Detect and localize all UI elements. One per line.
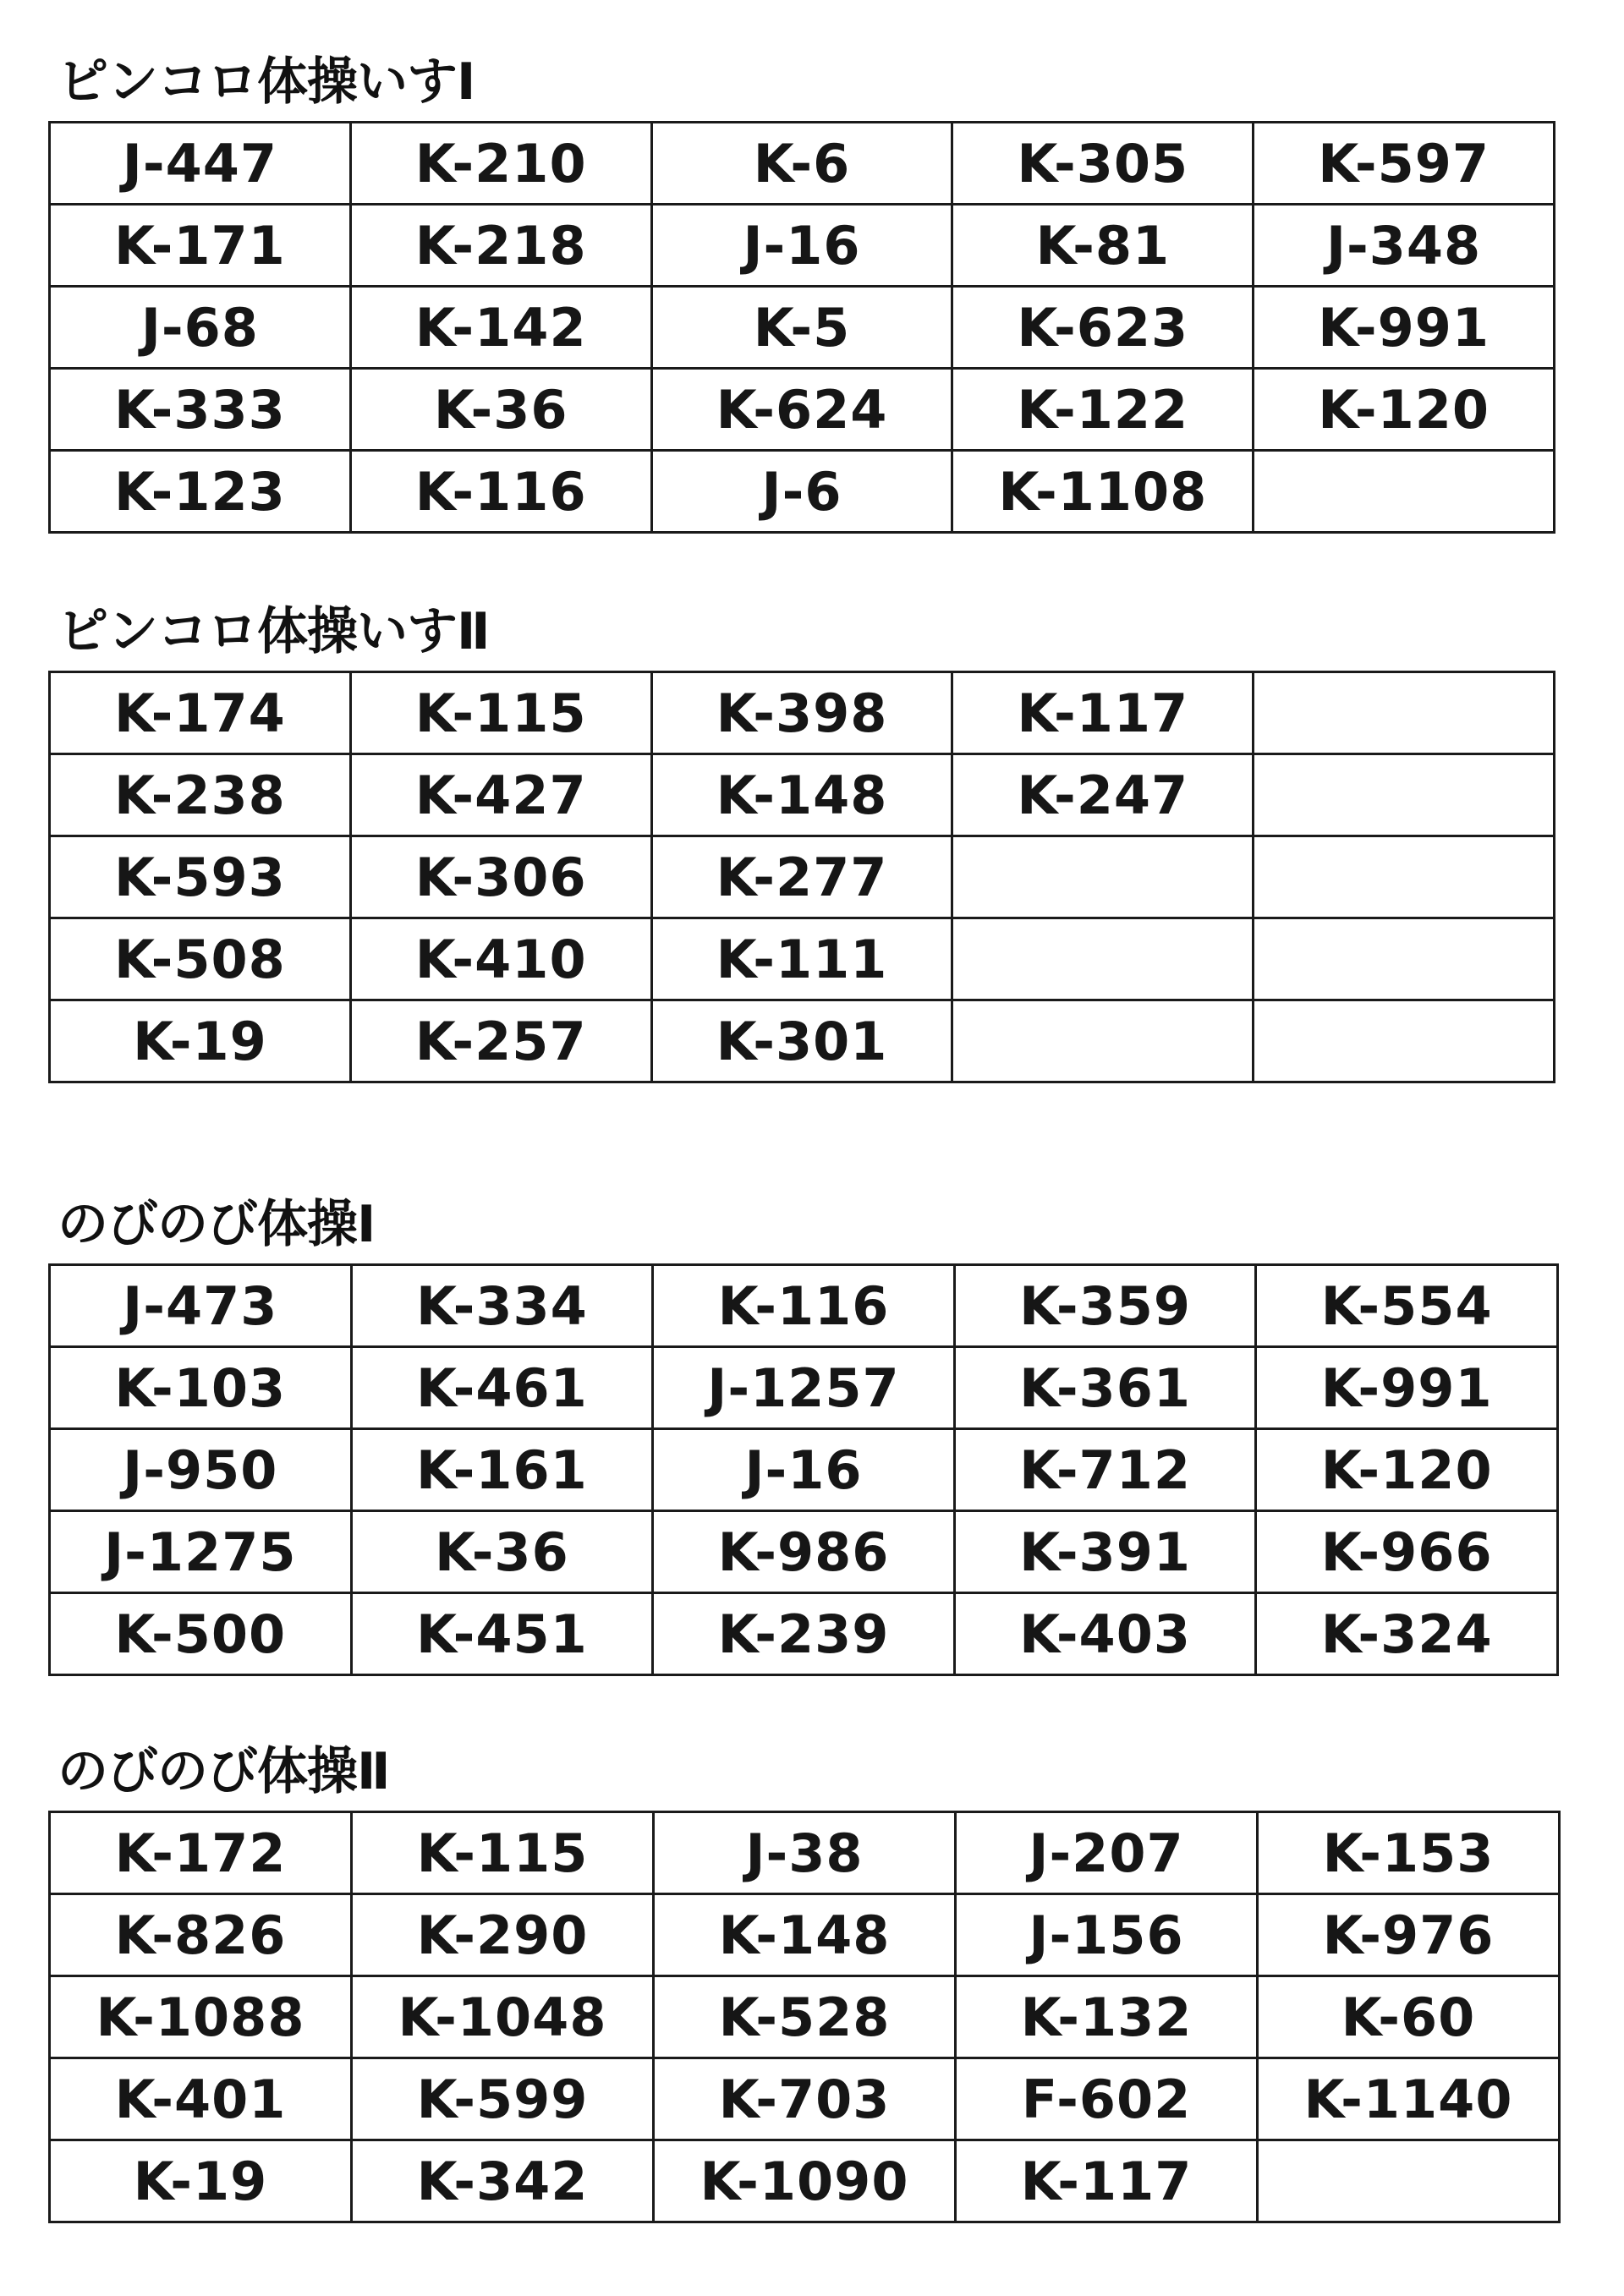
code-cell: K-712 <box>954 1429 1256 1511</box>
code-cell: K-60 <box>1258 1976 1560 2058</box>
code-cell: K-115 <box>352 1812 654 1894</box>
code-cell: K-301 <box>651 1000 952 1082</box>
code-cell: K-120 <box>1254 369 1555 451</box>
table-row <box>50 1812 1560 1894</box>
code-cell: K-120 <box>1256 1429 1558 1511</box>
code-cell: K-116 <box>653 1265 955 1347</box>
code-cell: K-508 <box>50 918 351 1000</box>
section-title-pinkoro-isu-1: ピンコロ体操いすⅠ <box>58 52 475 112</box>
code-cell <box>1254 1000 1555 1082</box>
code-cell: K-218 <box>350 205 651 287</box>
code-cell: K-123 <box>50 451 351 533</box>
code-cell: J-38 <box>654 1812 956 1894</box>
code-cell: J-68 <box>50 287 351 369</box>
code-table-nobinobi-1 <box>48 1263 1559 1676</box>
code-cell: K-36 <box>350 369 651 451</box>
code-cell: J-348 <box>1254 205 1555 287</box>
code-cell <box>1258 2140 1560 2222</box>
code-cell: K-451 <box>351 1593 653 1675</box>
code-cell: K-19 <box>50 2140 352 2222</box>
code-cell: K-306 <box>350 836 651 918</box>
code-cell: J-6 <box>651 451 952 533</box>
table-row <box>50 1000 1555 1082</box>
table-row <box>50 2140 1560 2222</box>
code-cell: K-238 <box>50 754 351 836</box>
code-cell: K-239 <box>653 1593 955 1675</box>
code-cell: K-148 <box>651 754 952 836</box>
code-cell: K-103 <box>50 1347 352 1429</box>
code-cell: J-447 <box>50 123 351 205</box>
code-cell: K-115 <box>350 672 651 754</box>
code-cell: K-976 <box>1258 1894 1560 1976</box>
table-row <box>50 369 1555 451</box>
code-table-nobinobi-2 <box>48 1811 1561 2223</box>
code-cell: K-593 <box>50 836 351 918</box>
table-row <box>50 1976 1560 2058</box>
table-row <box>50 1265 1558 1347</box>
code-cell: K-117 <box>956 2140 1258 2222</box>
table-row <box>50 1593 1558 1675</box>
code-cell: K-554 <box>1256 1265 1558 1347</box>
code-cell: K-174 <box>50 672 351 754</box>
table-row <box>50 1429 1558 1511</box>
table-row <box>50 1511 1558 1593</box>
code-cell: K-427 <box>350 754 651 836</box>
table-row <box>50 451 1555 533</box>
code-cell: K-161 <box>351 1429 653 1511</box>
code-cell: K-111 <box>651 918 952 1000</box>
code-cell: K-1088 <box>50 1976 352 2058</box>
code-cell: J-1257 <box>653 1347 955 1429</box>
code-cell: K-342 <box>352 2140 654 2222</box>
code-cell: K-826 <box>50 1894 352 1976</box>
code-cell: J-16 <box>651 205 952 287</box>
code-cell: K-624 <box>651 369 952 451</box>
code-cell: J-473 <box>50 1265 352 1347</box>
table-row <box>50 672 1555 754</box>
code-table-pinkoro-isu-1 <box>48 121 1555 534</box>
code-cell: K-599 <box>352 2058 654 2140</box>
code-cell: J-207 <box>956 1812 1258 1894</box>
code-cell: K-117 <box>952 672 1254 754</box>
code-cell: K-333 <box>50 369 351 451</box>
code-cell: K-19 <box>50 1000 351 1082</box>
code-cell: K-359 <box>954 1265 1256 1347</box>
code-cell: J-156 <box>956 1894 1258 1976</box>
code-cell: K-116 <box>350 451 651 533</box>
table-row <box>50 918 1555 1000</box>
code-cell <box>1254 836 1555 918</box>
code-cell: K-5 <box>651 287 952 369</box>
code-cell: K-623 <box>952 287 1254 369</box>
code-cell: K-257 <box>350 1000 651 1082</box>
code-cell: F-602 <box>956 2058 1258 2140</box>
table-row <box>50 2058 1560 2140</box>
code-cell: K-391 <box>954 1511 1256 1593</box>
code-cell: K-361 <box>954 1347 1256 1429</box>
code-cell: K-461 <box>351 1347 653 1429</box>
code-cell: K-597 <box>1254 123 1555 205</box>
code-cell: K-6 <box>651 123 952 205</box>
code-cell: K-277 <box>651 836 952 918</box>
table-row <box>50 754 1555 836</box>
code-cell: K-500 <box>50 1593 352 1675</box>
code-cell: K-334 <box>351 1265 653 1347</box>
code-cell: K-403 <box>954 1593 1256 1675</box>
code-cell: K-703 <box>654 2058 956 2140</box>
code-cell: K-172 <box>50 1812 352 1894</box>
code-cell: K-171 <box>50 205 351 287</box>
code-table-pinkoro-isu-2 <box>48 671 1555 1083</box>
table-row <box>50 205 1555 287</box>
code-cell: K-148 <box>654 1894 956 1976</box>
section-title-nobinobi-1: のびのび体操Ⅰ <box>58 1195 376 1254</box>
code-cell: K-247 <box>952 754 1254 836</box>
code-cell: K-410 <box>350 918 651 1000</box>
code-cell <box>952 836 1254 918</box>
code-cell: J-1275 <box>50 1511 352 1593</box>
table-row <box>50 1894 1560 1976</box>
code-cell: K-986 <box>653 1511 955 1593</box>
code-cell <box>1254 918 1555 1000</box>
code-cell: K-1108 <box>952 451 1254 533</box>
code-cell: K-324 <box>1256 1593 1558 1675</box>
code-cell <box>952 918 1254 1000</box>
code-cell: K-1090 <box>654 2140 956 2222</box>
code-cell: K-991 <box>1256 1347 1558 1429</box>
code-cell: K-81 <box>952 205 1254 287</box>
code-cell: K-210 <box>350 123 651 205</box>
code-cell: K-142 <box>350 287 651 369</box>
code-cell: K-36 <box>351 1511 653 1593</box>
section-title-nobinobi-2: のびのび体操Ⅱ <box>58 1742 390 1801</box>
table-row <box>50 1347 1558 1429</box>
code-cell: K-132 <box>956 1976 1258 2058</box>
code-cell <box>952 1000 1254 1082</box>
table-row <box>50 836 1555 918</box>
code-cell: K-528 <box>654 1976 956 2058</box>
table-row <box>50 287 1555 369</box>
code-cell: K-1140 <box>1258 2058 1560 2140</box>
code-cell: K-966 <box>1256 1511 1558 1593</box>
code-cell <box>1254 754 1555 836</box>
code-cell <box>1254 451 1555 533</box>
code-cell <box>1254 672 1555 754</box>
code-cell: K-153 <box>1258 1812 1560 1894</box>
code-cell: K-290 <box>352 1894 654 1976</box>
code-cell: K-401 <box>50 2058 352 2140</box>
section-title-pinkoro-isu-2: ピンコロ体操いすⅡ <box>58 602 490 661</box>
code-cell: J-950 <box>50 1429 352 1511</box>
code-cell: K-398 <box>651 672 952 754</box>
code-cell: K-122 <box>952 369 1254 451</box>
code-cell: J-16 <box>653 1429 955 1511</box>
table-row <box>50 123 1555 205</box>
code-cell: K-991 <box>1254 287 1555 369</box>
code-cell: K-1048 <box>352 1976 654 2058</box>
code-cell: K-305 <box>952 123 1254 205</box>
